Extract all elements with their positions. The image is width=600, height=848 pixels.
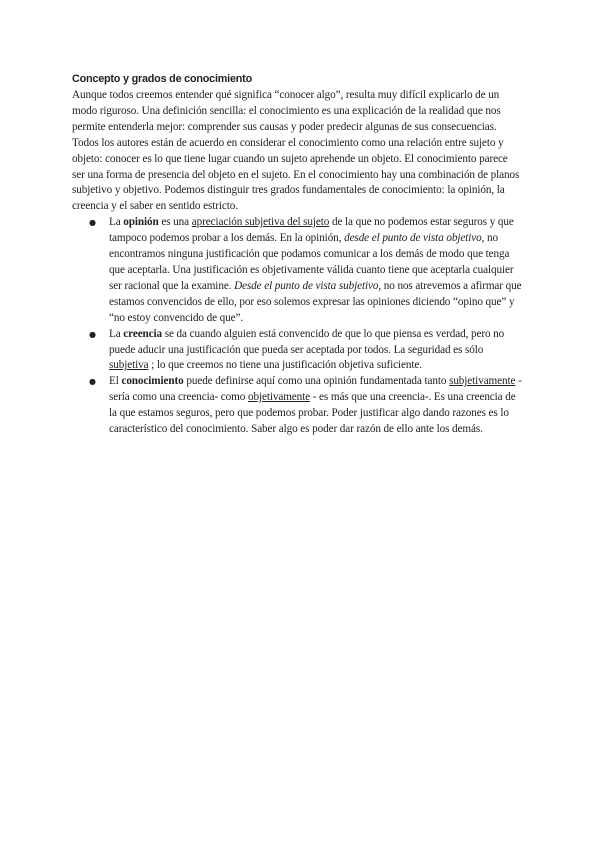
- underlined-phrase: objetivamente: [247, 391, 311, 404]
- italic-phrase: Desde el punto de vista subjetivo: [234, 279, 379, 292]
- text-segment: , no nos atrevemos a afirmar que estamos convencidos de ello, por eso solemos expresar las opiniones diciendo “opino que” y “no estoy convencido de que”.: [109, 279, 522, 324]
- knowledge-grades-list: [72, 215, 522, 438]
- text-segment: - es más que una creencia-. Es una creencia de la que estamos seguros, pero que podemos probar. Poder justificar algo dando razones es lo característico del conocimiento. Saber algo es poder dar razón de ello ante los demás.: [109, 391, 516, 436]
- term-conocimiento: conocimiento: [121, 375, 184, 388]
- document-page: [72, 71, 522, 438]
- section-title: Concepto y grados de conocimiento: [72, 73, 252, 85]
- text-segment: de la que no podemos estar seguros y que tampoco podemos probar a los demás. En la opinión,: [109, 216, 514, 245]
- text-segment: , no encontramos ninguna justificación que podamos comunicar a los demás de modo que tenga que aceptarla. Una justificación es objetivamente válida cuanto tiene que aceptarla cualquier ser racional que la examine.: [109, 232, 514, 292]
- term-opinion: opinión: [123, 216, 159, 229]
- text-segment: La: [109, 327, 124, 340]
- list-item-creencia: [109, 327, 522, 375]
- text-segment: puede definirse aquí como una opinión fundamentada tanto: [183, 375, 450, 388]
- text-segment: El: [109, 375, 122, 388]
- text-segment: - sería como una creencia- como: [109, 375, 522, 404]
- underlined-phrase: subjetivamente: [449, 375, 516, 388]
- intro-paragraph: Aunque todos creemos entender qué significa “conocer algo”, resulta muy difícil explicarlo de un modo riguroso. Una definición sencilla: el conocimiento es una explicación de la realidad que nos permite entenderla mejor: comprender sus causas y poder predecir algunas de sus consecuencias. Todos los autores están de acuerdo en considerar el conocimiento como una relación entre sujeto y objeto: conocer es lo que tiene lugar cuando un sujeto aprehende un objeto. El conocimiento parece ser una forma de presencia del objeto en el sujeto. En el conocimiento hay una combinación de planos subjetivo y objetivo. Podemos distinguir tres grados fundamentales de conocimiento: la opinión, la creencia y el saber en sentido estricto.: [72, 89, 520, 213]
- underlined-phrase: apreciación subjetiva del sujeto: [191, 216, 330, 229]
- text-segment: ; lo que creemos no tiene una justificación objetiva suficiente.: [148, 359, 422, 372]
- list-item-opinion: [109, 215, 522, 326]
- italic-phrase: desde el punto de vista objetivo: [344, 232, 482, 245]
- underlined-phrase: subjetiva: [109, 359, 149, 372]
- text-segment: se da cuando alguien está convencido de que lo que piensa es verdad, pero no puede aducir una justificación que pueda ser aceptada por todos. La seguridad es sólo: [109, 327, 505, 356]
- list-item-conocimiento: [109, 374, 522, 438]
- text-segment: La: [109, 216, 124, 229]
- text-segment: es una: [158, 216, 192, 229]
- term-creencia: creencia: [123, 327, 163, 340]
